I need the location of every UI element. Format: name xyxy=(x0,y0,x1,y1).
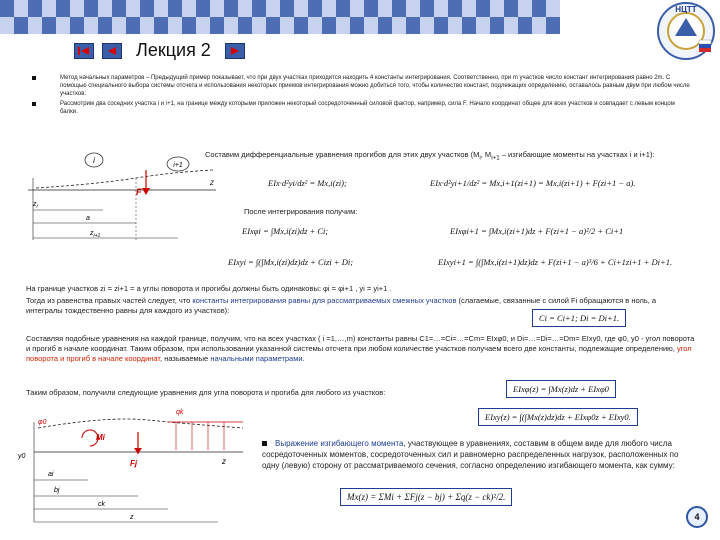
label-bj: bj xyxy=(54,487,60,494)
page-number-badge: 4 xyxy=(686,506,708,528)
checker-cell xyxy=(294,17,308,34)
checker-cell xyxy=(364,17,378,34)
force-fj-label: Fj xyxy=(130,459,138,468)
checker-cell xyxy=(252,17,266,34)
checker-cell xyxy=(392,0,406,17)
moment-label: Mi xyxy=(96,433,105,442)
checker-cell xyxy=(448,0,462,17)
checker-cell xyxy=(112,0,126,17)
checker-cell xyxy=(490,17,504,34)
y0-label: y0 xyxy=(18,453,26,460)
checker-cell xyxy=(154,17,168,34)
header-checker-pattern xyxy=(0,0,560,34)
checker-cell xyxy=(476,17,490,34)
checker-cell xyxy=(518,0,532,17)
checker-cell xyxy=(518,17,532,34)
checker-cell xyxy=(28,17,42,34)
label-a: a xyxy=(86,215,90,222)
prev-slide-button[interactable] xyxy=(102,43,122,59)
checker-cell xyxy=(70,17,84,34)
checker-cell xyxy=(280,0,294,17)
eq-y-section-i: EIxyi = ∫(∫Mx,i(zi)dz)dz + Cizi + Di; xyxy=(228,257,354,267)
first-slide-button[interactable] xyxy=(74,43,94,59)
force-label: F xyxy=(136,187,142,197)
logo-emblem-icon xyxy=(655,0,717,62)
checker-cell xyxy=(532,17,546,34)
label-section-i: i xyxy=(93,156,95,165)
checker-cell xyxy=(140,17,154,34)
checker-cell xyxy=(322,0,336,17)
checker-cell xyxy=(504,0,518,17)
checker-cell xyxy=(546,0,560,17)
label-z: z xyxy=(130,514,134,521)
checker-cell xyxy=(14,0,28,17)
eq-phi-section-i: EIxφi = ∫Mx,i(zi)dz + Ci; xyxy=(242,226,329,236)
title-row xyxy=(74,40,245,61)
checker-cell xyxy=(336,17,350,34)
checker-cell xyxy=(238,17,252,34)
label-ai: ai xyxy=(48,471,54,478)
checker-cell xyxy=(252,0,266,17)
boundary-text: На границе участков zi = zi+1 = a углы поворота и прогибы должны быть одинаковы: φi = φi+1 , yi = yi+1 . xyxy=(26,284,392,293)
checker-cell xyxy=(224,17,238,34)
eq-final-phi-box: EIxφ(z) = ∫Mx(z)dz + EIxφ0 xyxy=(506,380,616,398)
moment-description: Выражение изгибающего момента, участвующее в уравнениях, составим в общем виде для любого числа сосредоточенных моментов, сосредоточенных сил и равномерно распределенных нагрузок, расположенных по одну (левую) сторону от рассматриваемого сечения, согласно определению изгибающего момента, как сумму: xyxy=(262,439,679,470)
checker-cell xyxy=(322,17,336,34)
checker-cell xyxy=(336,0,350,17)
checker-cell xyxy=(98,0,112,17)
checker-cell xyxy=(350,17,364,34)
checker-cell xyxy=(112,17,126,34)
checker-cell xyxy=(476,0,490,17)
checker-cell xyxy=(56,0,70,17)
logo-text: НЦТТ xyxy=(675,5,697,14)
bullet-method: Метод начальных параметров – Предыдущий пример показывает, что при двух участках приходится находить 4 константы интегрирования. Соответственно, при m участков число констант интегрирования равно 2m. С помощью специального выбора системы отсчета и использования некоторых приемов интегрирования можно добиться того, чтобы количество констант, подлежащих определению, оставалось равным двум при любом числе участков: xyxy=(30,74,690,98)
eq-constants-box: Ci = Ci+1; Di = Di+1. xyxy=(532,309,626,327)
checker-cell xyxy=(434,0,448,17)
label-ck: ck xyxy=(98,501,105,508)
play-forward-icon xyxy=(228,46,242,56)
checker-cell xyxy=(0,0,14,17)
checker-cell xyxy=(182,0,196,17)
checker-cell xyxy=(210,0,224,17)
checker-cell xyxy=(98,17,112,34)
checker-cell xyxy=(462,0,476,17)
checker-cell xyxy=(238,0,252,17)
checker-cell xyxy=(308,0,322,17)
checker-cell xyxy=(182,17,196,34)
checker-cell xyxy=(168,0,182,17)
equality-text: Тогда из равенства правых частей следует, что константы интегрирования равны для рассматриваемых смежных участков (слагаемые, связанные с силой Fi обращаются в ноль, а интегралы тождественно равны для каждого из участков): xyxy=(26,296,657,315)
checker-cell xyxy=(210,17,224,34)
label-zi1: $z_{i+1}$ xyxy=(90,230,101,239)
intro-bullets xyxy=(30,74,690,118)
eq-phi-section-i1: EIxφi+1 = ∫Mx,i(zi+1)dz + F(zi+1 − a)²/2 + Ci+1 xyxy=(450,226,624,236)
load-qk-label: qk xyxy=(176,409,184,416)
checker-cell xyxy=(532,0,546,17)
beam-diagram-sections xyxy=(28,148,228,244)
eq-moment-box: Mx(z) = ΣMi + ΣFj(z − bj) + Σq(z − ck)²/2. xyxy=(340,488,512,506)
diff-intro-text: Составим дифференциальные уравнения прогибов для этих двух участков ($M_i$, $M_{i+1}$ – изгибающие моменты на участках i и i+1): xyxy=(205,150,655,162)
checker-cell xyxy=(406,17,420,34)
checker-cell xyxy=(42,0,56,17)
checker-cell xyxy=(294,0,308,17)
play-back-icon xyxy=(105,46,119,56)
checker-cell xyxy=(266,0,280,17)
checker-cell xyxy=(462,17,476,34)
checker-cell xyxy=(504,17,518,34)
checker-cell xyxy=(28,0,42,17)
skip-back-icon xyxy=(77,46,91,56)
checker-cell xyxy=(56,17,70,34)
after-integration-text: После интегрирования получим: xyxy=(244,207,358,216)
axis-z2-label: z xyxy=(222,457,226,466)
checker-cell xyxy=(364,0,378,17)
compose-text: Составляя подобные уравнения на каждой границе, получим, что на всех участках ( i =1,…,m) константы равны C1=…=Ci=…=Cm= EIxφ0, и Di=…=Di=…=Dm= EIxy0, где φ0, y0 - угол поворота и прогиб в начале координат. Таким образом, при использовании указанной системы отсчета при любом количестве участков получаем всего две константы, подлежащие определению, угол поворота и прогиб в начале координат, называемые начальными параметрами. xyxy=(26,334,695,363)
checker-cell xyxy=(420,17,434,34)
checker-cell xyxy=(266,17,280,34)
checker-cell xyxy=(546,17,560,34)
checker-cell xyxy=(350,0,364,17)
checker-cell xyxy=(14,17,28,34)
checker-cell xyxy=(84,0,98,17)
checker-cell xyxy=(308,17,322,34)
checker-cell xyxy=(0,17,14,34)
checker-cell xyxy=(392,17,406,34)
beam-diagram-general xyxy=(18,402,248,524)
checker-cell xyxy=(406,0,420,17)
bullet-square-icon xyxy=(262,441,267,446)
eq-diff-section-i: EIx·d²yi/dz² = Mx,i(zi); xyxy=(268,178,347,188)
checker-cell xyxy=(378,17,392,34)
phi0-label: φ0 xyxy=(38,419,47,426)
eq-y-section-i1: EIxyi+1 = ∫(∫Mx,i(zi+1)dz)dz + F(zi+1 − a)³/6 + Ci+1zi+1 + Di+1. xyxy=(438,257,673,267)
checker-cell xyxy=(434,17,448,34)
next-slide-button[interactable] xyxy=(225,43,245,59)
eq-final-y-box: EIxy(z) = ∫(∫Mx(z)dz)dz + EIxφ0z + EIxy0. xyxy=(478,408,638,426)
checker-cell xyxy=(280,17,294,34)
bullet-sections: Рассмотрим два соседних участка i и i+1, на границе между которыми приложен некоторый сосредоточенный силовой фактор, например, сила F. Начало координат общее для всех участков и совпадает с левым концом балки. xyxy=(30,100,690,116)
checker-cell xyxy=(140,0,154,17)
checker-cell xyxy=(420,0,434,17)
checker-cell xyxy=(378,0,392,17)
checker-cell xyxy=(490,0,504,17)
checker-cell xyxy=(84,17,98,34)
label-section-i1: i+1 xyxy=(173,162,183,169)
eq-diff-section-i1: EIx·d²yi+1/dz² = Mx,i+1(zi+1) = Mx,i(zi+1) + F(zi+1 − a). xyxy=(430,178,636,188)
checker-cell xyxy=(224,0,238,17)
checker-cell xyxy=(70,0,84,17)
label-zi: $z_i$ xyxy=(33,201,38,210)
checker-cell xyxy=(196,0,210,17)
final-intro-text: Таким образом, получили следующие уравнения для угла поворота и прогиба для любого из участков: xyxy=(26,388,386,397)
checker-cell xyxy=(448,17,462,34)
checker-cell xyxy=(42,17,56,34)
checker-cell xyxy=(154,0,168,17)
checker-cell xyxy=(196,17,210,34)
checker-cell xyxy=(168,17,182,34)
checker-cell xyxy=(126,0,140,17)
axis-z-label: z xyxy=(210,178,214,187)
checker-cell xyxy=(126,17,140,34)
slide-title: Лекция 2 xyxy=(136,40,211,60)
